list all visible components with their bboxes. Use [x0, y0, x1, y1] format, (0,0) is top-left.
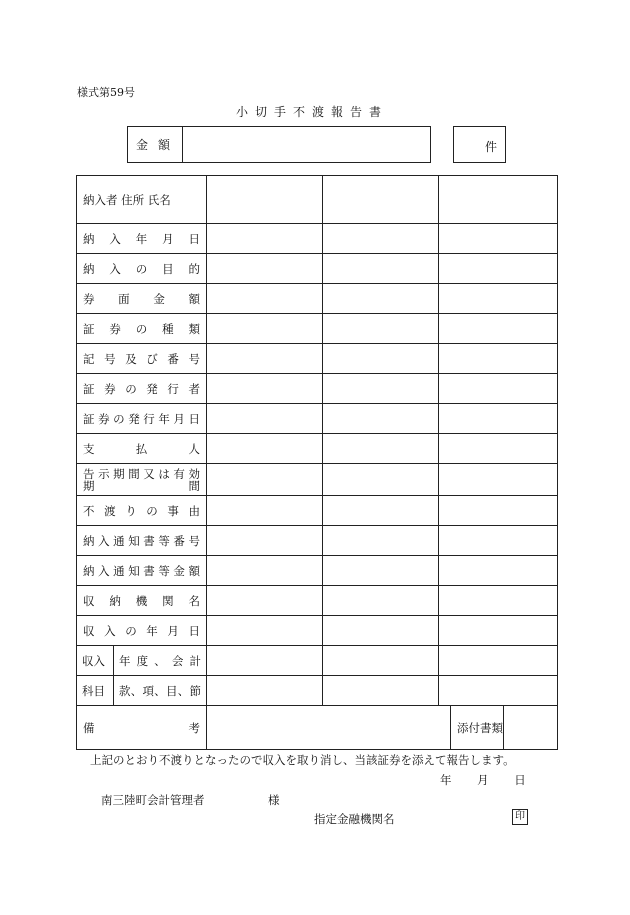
- entry-cell[interactable]: [207, 586, 323, 616]
- row-label: 支 払 人: [77, 434, 207, 464]
- entry-cell[interactable]: [207, 676, 323, 706]
- row-label-payer: 納入者 住所 氏名: [77, 176, 207, 224]
- entry-cell[interactable]: [439, 434, 558, 464]
- entry-cell[interactable]: [439, 526, 558, 556]
- entry-cell[interactable]: [439, 676, 558, 706]
- date-line: 年 月 日: [440, 773, 526, 787]
- entry-cell[interactable]: [439, 404, 558, 434]
- count-box: [453, 126, 506, 163]
- entry-cell[interactable]: [439, 176, 558, 224]
- entry-cell[interactable]: [207, 374, 323, 404]
- entry-cell[interactable]: [439, 496, 558, 526]
- entry-cell[interactable]: [439, 616, 558, 646]
- attachment-label: 添 付 書 類: [451, 706, 504, 750]
- count-label: 件: [484, 140, 497, 154]
- entry-cell[interactable]: [439, 344, 558, 374]
- remarks-cell[interactable]: [207, 706, 451, 750]
- fiscal-year-label: 年 度 、 会 計: [114, 646, 207, 676]
- entry-cell[interactable]: [323, 526, 439, 556]
- entry-cell[interactable]: [323, 314, 439, 344]
- entry-cell[interactable]: [323, 616, 439, 646]
- entry-cell[interactable]: [323, 176, 439, 224]
- statement-text: 上記のとおり不渡りとなったので収入を取り消し、当該証券を添えて報告します。: [90, 753, 515, 767]
- entry-cell[interactable]: [207, 404, 323, 434]
- entry-cell[interactable]: [439, 314, 558, 344]
- entry-cell[interactable]: [323, 404, 439, 434]
- amount-box: [127, 126, 431, 163]
- row-label: 記 号 及 び 番 号: [77, 344, 207, 374]
- entry-cell[interactable]: [439, 556, 558, 586]
- row-label: 納 入 の 目 的: [77, 254, 207, 284]
- entry-cell[interactable]: [323, 676, 439, 706]
- entry-cell[interactable]: [207, 254, 323, 284]
- entry-cell[interactable]: [323, 374, 439, 404]
- entry-cell[interactable]: [439, 374, 558, 404]
- row-label: 収 納 機 関 名: [77, 586, 207, 616]
- account-category-label: 科目: [77, 676, 114, 706]
- entry-cell[interactable]: [207, 344, 323, 374]
- entry-cell[interactable]: [439, 586, 558, 616]
- entry-cell[interactable]: [439, 254, 558, 284]
- item-label: 款 、 項 、 目 、 節: [114, 676, 207, 706]
- entry-cell[interactable]: [207, 646, 323, 676]
- row-label: 収 入 の 年 月 日: [77, 616, 207, 646]
- entry-cell[interactable]: [439, 224, 558, 254]
- entry-cell[interactable]: [323, 284, 439, 314]
- income-category-label: 収入: [77, 646, 114, 676]
- entry-cell[interactable]: [323, 556, 439, 586]
- entry-cell[interactable]: [207, 434, 323, 464]
- document-title: 小切手不渡報告書: [236, 105, 389, 119]
- row-label: 不 渡 り の 事 由: [77, 496, 207, 526]
- row-label: 納 入 通 知 書 等 番 号: [77, 526, 207, 556]
- remarks-label: 備 考: [77, 706, 207, 750]
- form-number: 様式第59号: [77, 86, 135, 99]
- row-label: 券 面 金 額: [77, 284, 207, 314]
- entry-cell[interactable]: [323, 254, 439, 284]
- row-label: 証 券 の 種 類: [77, 314, 207, 344]
- entry-cell[interactable]: [207, 496, 323, 526]
- row-label-notice-period: 告 示 期 間 又 は 有 効 期 間: [77, 464, 207, 496]
- seal-mark: 印: [512, 809, 528, 825]
- recipient-name: 南三陸町会計管理者: [101, 793, 205, 807]
- report-table: [76, 175, 558, 750]
- entry-cell[interactable]: [323, 496, 439, 526]
- entry-cell[interactable]: [323, 646, 439, 676]
- institution-label: 指定金融機関名: [314, 812, 395, 826]
- entry-cell[interactable]: [323, 586, 439, 616]
- entry-cell[interactable]: [207, 616, 323, 646]
- amount-label: 金額: [128, 127, 183, 162]
- honorific: 様: [268, 793, 280, 807]
- entry-cell[interactable]: [207, 314, 323, 344]
- entry-cell[interactable]: [439, 646, 558, 676]
- entry-cell[interactable]: [207, 464, 323, 496]
- entry-cell[interactable]: [207, 526, 323, 556]
- row-label: 納 入 年 月 日: [77, 224, 207, 254]
- entry-cell[interactable]: [207, 284, 323, 314]
- entry-cell[interactable]: [207, 224, 323, 254]
- entry-cell[interactable]: [323, 434, 439, 464]
- row-label: 証 券 の 発 行 年 月 日: [77, 404, 207, 434]
- row-label: 納 入 通 知 書 等 金 額: [77, 556, 207, 586]
- entry-cell[interactable]: [323, 464, 439, 496]
- entry-cell[interactable]: [323, 344, 439, 374]
- entry-cell[interactable]: [207, 556, 323, 586]
- attachment-cell[interactable]: [504, 706, 558, 750]
- entry-cell[interactable]: [439, 464, 558, 496]
- row-label: 証 券 の 発 行 者: [77, 374, 207, 404]
- entry-cell[interactable]: [439, 284, 558, 314]
- entry-cell[interactable]: [323, 224, 439, 254]
- entry-cell[interactable]: [207, 176, 323, 224]
